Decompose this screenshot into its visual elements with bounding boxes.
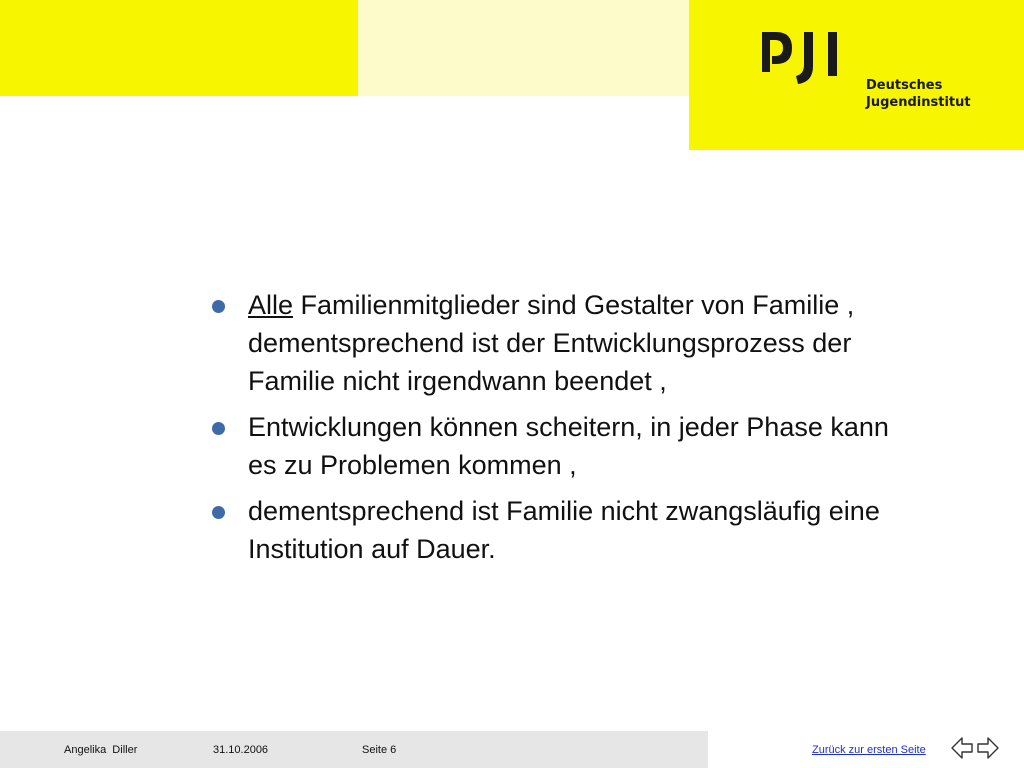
dji-logo-mark xyxy=(760,28,860,90)
bullet-emphasis: Alle xyxy=(248,290,294,320)
bullet-dot-icon xyxy=(212,506,225,519)
bullet-dot-icon xyxy=(212,300,225,313)
bullet-list xyxy=(210,286,900,576)
footer-author: Angelika Diller xyxy=(64,744,138,756)
footer-bar xyxy=(0,731,708,768)
header-pale-block xyxy=(358,0,689,96)
left-right-arrows-icon[interactable] xyxy=(950,734,1000,762)
bullet-text: Familienmitglieder sind Gestalter von Familie , dementsprechend ist der Entwicklungsprozess der Familie nicht irgendwann beendet , xyxy=(248,290,855,396)
bullet-item xyxy=(210,408,900,484)
bullet-dot-icon xyxy=(212,422,225,435)
back-to-first-slide-link[interactable]: Zurück zur ersten Seite xyxy=(812,744,926,756)
footer-page-number: Seite 6 xyxy=(362,744,397,756)
bullet-text: Entwicklungen können scheitern, in jeder Phase kann es zu Problemen kommen , xyxy=(248,412,889,480)
header-yellow-block xyxy=(0,0,358,96)
logo-line-1: Deutsches xyxy=(866,78,943,93)
bullet-item xyxy=(210,492,900,568)
logo-line-2: Jugendinstitut xyxy=(866,95,971,110)
footer-date: 31.10.2006 xyxy=(213,744,269,756)
bullet-text: dementsprechend ist Familie nicht zwangsläufig eine Institution auf Dauer. xyxy=(248,496,880,564)
logo-wordmark xyxy=(866,77,971,111)
bullet-item xyxy=(210,286,900,400)
